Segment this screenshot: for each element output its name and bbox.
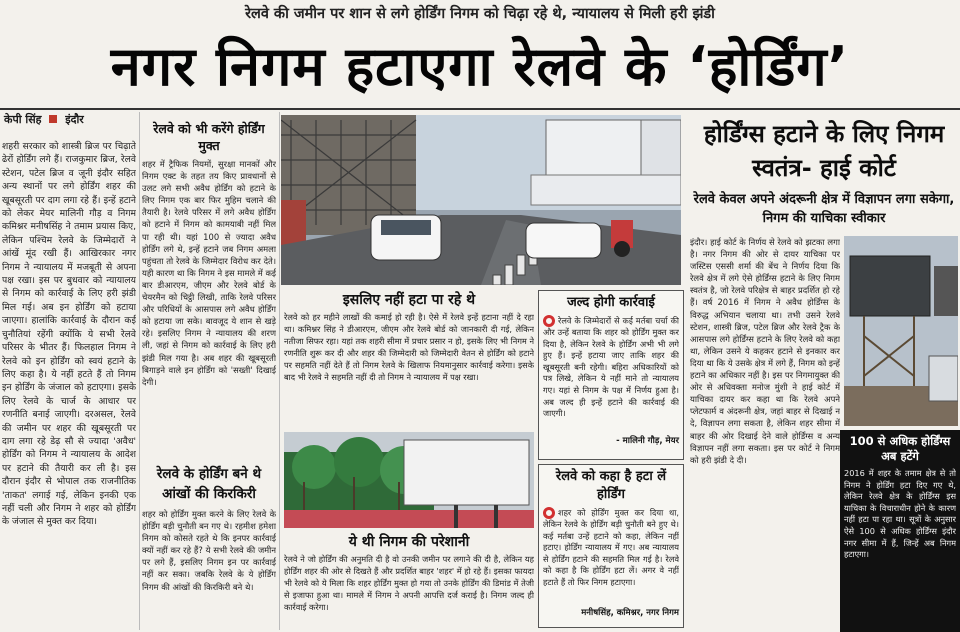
mayor-box-text xyxy=(543,315,679,435)
column-divider xyxy=(139,112,140,630)
sidebar-column xyxy=(142,120,276,628)
mayor-box-body: रेलवे के जिम्मेदारों से कई मर्तबा चर्चा की और उन्हें बताया कि शहर को होर्डिंग मुक्त कर दिया है, लेकिन रेलवे के होर्डिंग अभी भी लगे हुए हैं। इन्हें हटाया जाए ताकि शहर की खूबसूरती बनी रहेगी। बहिरा अधिकारियों को पत्र लिखे, लेकिन ये नहीं माने तो न्यायालय गए। यहां से निगम के पक्ष में निर्णय हुआ है। अब जल्द ही इन्हें हटाने की कार्रवाई की जाएगी। xyxy=(543,315,679,419)
mayor-attribution: - मालिनी गौड़, मेयर xyxy=(616,436,679,446)
sidebar-text-1: शहर में ट्रैफिक नियमों, सुरक्षा मानकों और निगम एक्ट के तहत तय किए प्रावधानों से उलट लगे सभी अवैध होर्डिंग को हटाने के लिए निगम एक बार फिर मुहिम चलाने की तैयारी है। रेलवे परिसर में लगे अवैध होर्डिंग को हटाने में निगम को कामयाबी नहीं मिल पा रही थी। यहां 100 से ज्यादा अवैध होर्डिंग लगे थे, इन्हें हटाने जब निगम अमला पहुंचता तो रेलवे के जिम्मेदार विरोध कर देते। यही कारण था कि निगम ने इस मामले में कई बार डीआरएम, जीएम और रेलवे बोर्ड के चेयरमैन को चिट्ठी लिखी, ताकि रेलवे परिसर और परिधियों के आसपास लगे अवैध होर्डिंग को हटाया जा सके। बावजूद ये शान से खड़े रहे। इसलिए निगम ने न्यायालय की शरण ली, जहां से निगम को कार्रवाई के लिए हरी झंडी मिल गया है। अब शहर की खूबसूरती बिगाड़ने वाले इन होर्डिंग को 'सख्ती' दिखाई देगी। xyxy=(142,159,276,387)
headline-rule xyxy=(0,108,960,110)
commissioner-box-body: शहर को होर्डिंग मुक्त कर दिया था, लेकिन रेलवे के होर्डिंग बड़ी चुनौती बने हुए थे। कई मर्तबा उन्हें हटाने को कहा, लेकिन नहीं हटाए। होर्डिंग न्यायालय में गए। अब न्यायालय से होर्डिंग हटाने की सहमति मिल गई है। रेलवे को कहा है कि होर्डिंग हटा लें। अगर वे नहीं हटाते हैं तो फिर निगम हटाएगा। xyxy=(543,507,679,588)
commissioner-attribution: मनीषसिंह, कमिश्नर, नगर निगम xyxy=(581,608,679,618)
center-text-2: रेलवे ने जो होर्डिंग की अनुमति दी है वो उनकी जमीन पर लगाने की दी है, लेकिन यह होर्डिंग शहर की ओर से दिखते हैं और प्रदर्शित बाहर 'शहर' में हो रहे हैं। इसका फायदा भी रेलवे को ये मिला कि शहर होर्डिंग मुक्त हो गया तो उनके होर्डिंग की डिमांड में तेजी से इजाफा हुआ था। मामले में निगम ने अपनी आपत्ति दर्ज कराई है। निगम जल्द ही कार्रवाई करेगा। xyxy=(284,554,534,612)
bridge-photo-illustration xyxy=(281,115,681,285)
byline-city: इंदौर xyxy=(65,113,84,126)
mayor-box-head: जल्द होगी कार्रवाई xyxy=(567,295,655,310)
dark-box-title: 100 से अधिक होर्डिंग्स अब हटेंगे xyxy=(849,434,951,463)
mayor-quote-box xyxy=(538,290,684,460)
main-headline: नगर निगम हटाएगा रेलवे के ‘होर्डिंग’ xyxy=(110,35,850,98)
quote-circle-icon xyxy=(543,315,555,327)
center-article-2 xyxy=(284,532,534,630)
center-head-2: ये थी निगम की परेशानी xyxy=(348,534,470,550)
commissioner-quote-box xyxy=(538,464,684,628)
hoarding-tree-photo xyxy=(284,432,534,528)
hoardings-bridge-photo xyxy=(281,115,681,285)
column-divider xyxy=(279,112,280,630)
dark-info-box xyxy=(840,430,960,632)
billboard-photo-illustration xyxy=(844,236,958,426)
byline xyxy=(4,112,136,128)
court-story-deck: रेलवे केवल अपने अंदरूनी क्षेत्र में विज्ञापन लगा सकेगा, निगम की याचिका स्वीकार xyxy=(693,192,955,226)
court-story-title: होर्डिंग्स हटाने के लिए निगम स्वतंत्र- हाई कोर्ट xyxy=(703,120,945,182)
hoarding-photo-illustration xyxy=(284,432,534,528)
court-story-text: इंदौर। हाई कोर्ट के निर्णय से रेलवे को झटका लगा है। नगर निगम की ओर से दायर याचिका पर जस्टिस एससी शर्मा की बेंच ने निर्णय दिया कि रेलवे क्षेत्र में लगे ऐसे होर्डिंग्स हटाने के लिए निगम स्वतंत्र है, जो रेलवे परिक्षेत्र से बाहर प्रदर्शित हो रहे हैं। वर्ष 2016 में निगम ने अवैध होर्डिंग्स के विरुद्ध अभियान चलाया था। तभी उसने रेलवे स्टेशन, शास्त्री ब्रिज, पटेल ब्रिज और रेलवे ट्रैक के आसपास लगे होर्डिंग्स हटाने के लिए रेलवे को कहा था, लेकिन उसने ये कहकर हटाने से इनकार कर दिया था कि ये उसके क्षेत्र में लगे हैं, निगम को इन्हें हटाने का अधिकार नहीं है। इस पर निगमायुक्त की ओर से अधिवक्ता मनोज मुंशी ने हाई कोर्ट में याचिका दायर कर कहा था कि रेलवे अपने प्लेटफार्म व अंदरूनी क्षेत्र, जहां बाहर से दिखाई न दे, विज्ञापन लगा सकता है, लेकिन शहर सीमा में बाहर की ओर दिखाई देने वाले होर्डिंग्स व अन्य विज्ञापन नहीं लगा सकता। इस पर कोर्ट ने निगम को हरी झंडी दे दी। xyxy=(690,237,840,465)
kicker-line: रेलवे की जमीन पर शान से लगे होर्डिंग निगम को चिढ़ा रहे थे, न्यायालय से मिली हरी झंडी xyxy=(245,6,715,22)
sidebar-head-2: रेलवे के होर्डिंग बने थे आंखों की किरकिरी xyxy=(156,466,262,502)
commissioner-box-text xyxy=(543,507,679,607)
center-text-1: रेलवे को हर महीने लाखों की कमाई हो रही है। ऐसे में रेलवे इन्हें हटाना नहीं दे रहा था। कमिश्नर सिंह ने डीआरएम, जीएम और रेलवे बोर्ड को जानकारी दी गई, लेकिन नतीजा सिफर रहा। यहां तक शहरी सीमा में प्रचार प्रसार न हो, इसके लिए भी निगम ने रणनीति शुरू कर दी और शहर की जिम्मेदारी को जिम्मेदारी वेतन से होर्डिंग को हटाने पर सहमति नहीं देते हैं तो निगम रेलवे के खिलाफ नियमानुसार कार्रवाई करेगा। इसके बाद भी रेलवे ने सहमति नहीं दी तो निगम ने न्यायालय में पक्ष रखा। xyxy=(284,312,534,382)
center-article-1 xyxy=(284,290,534,432)
billboard-photo xyxy=(844,236,958,426)
byline-marker-icon xyxy=(49,115,57,123)
commissioner-box-head: रेलवे को कहा है हटा लें होर्डिंग xyxy=(555,469,667,502)
center-head-1: इसलिए नहीं हटा पा रहे थे xyxy=(342,292,476,308)
sidebar-head-1: रेलवे को भी करेंगे होर्डिंग मुक्त xyxy=(153,121,265,153)
byline-author: केपी सिंह xyxy=(4,113,42,126)
sidebar-text-2: शहर को होर्डिंग मुक्त करने के लिए रेलवे के होर्डिंग बड़ी चुनौती बन गए थे। रहमीश हमेशा निगम को कोसते रहते थे कि इनपर कार्रवाई क्यों नहीं कर रहे हैं? ये सभी रेलवे की जमीन पर लगे हैं, इसलिए निगम इन पर कार्रवाई नहीं कर सका। जबकि रेलवे के ये होर्डिंग निगम की आंखों की किरकिरी बने थे। xyxy=(142,509,276,592)
lead-story-text: शहरी सरकार को शास्त्री ब्रिज पर चिढ़ाते ढेरों होर्डिंग लगे हैं। राजकुमार ब्रिज, रेलवे स्टेशन, पटेल ब्रिज व जूनी इंदौर सहित अन्य स्थानों पर लगे होर्डिंग शहर की खूबसूरती पर दाग लगा रहे हैं। इन्हें हटाने को लेकर मेयर मालिनी गौड़ व निगम कमिश्नर मनीषसिंह ने तमाम प्रयास किए, लेकिन पश्चिम रेलवे के जिम्मेदारों ने आंखें मूंद रखी हैं। आखिरकार नगर निगम ने न्यायालय में मजबूती से अपना पक्ष रखा। इस पर बुधवार को न्यायालय से निगम को कार्रवाई के लिए हरी झंडी मिल गई। अब इन होर्डिंग को हटाया जाएगा। हालांकि कार्रवाई के दौरान कई चुनौतियां रहेंगी क्योंकि ये सभी रेलवे परिसर के भीतर हैं। फिलहाल निगम ने रेलवे को इन होर्डिंग को स्वयं हटाने के लिए कहा है। ये नहीं हटते हैं तो निगम इन होर्डिंग के जंजाल को हटाएगा। इसके लिए रेलवे के चार्ज के आधार पर रणनीति बनाई जाएगी। दरअसल, रेलवे की जमीन पर शहर की खूबसूरती पर दाग लगा रहे डेढ़ सौ से ज्यादा 'अवैध' होर्डिंग को निगम ने न्यायालय के आदेश पर हटाने की तैयारी कर ली है। इस दौरान इंदौर से भोपाल तक राजनीतिक 'ताकत' लगाई गई, लेकिन इनकी एक नहीं चली और निगम ने शहर को होर्डिंग के जंजाल से मुक्त कर दिया। xyxy=(2,141,136,528)
quote-circle-icon xyxy=(543,507,555,519)
dark-box-text: 2016 में शहर के तमाम क्षेत्र से तो निगम ने होर्डिंग हटा दिए गए थे, लेकिन रेलवे क्षेत्र के होर्डिंग्स इस याचिका के विचाराधीन होने के कारण नहीं हटा पा रहा था। सूत्रों के अनुसार ऐसे 100 से अधिक होर्डिंग्स इंदौर नगर सीमा में हैं, जिन्हें अब निगम हटाएगा। xyxy=(844,468,956,560)
